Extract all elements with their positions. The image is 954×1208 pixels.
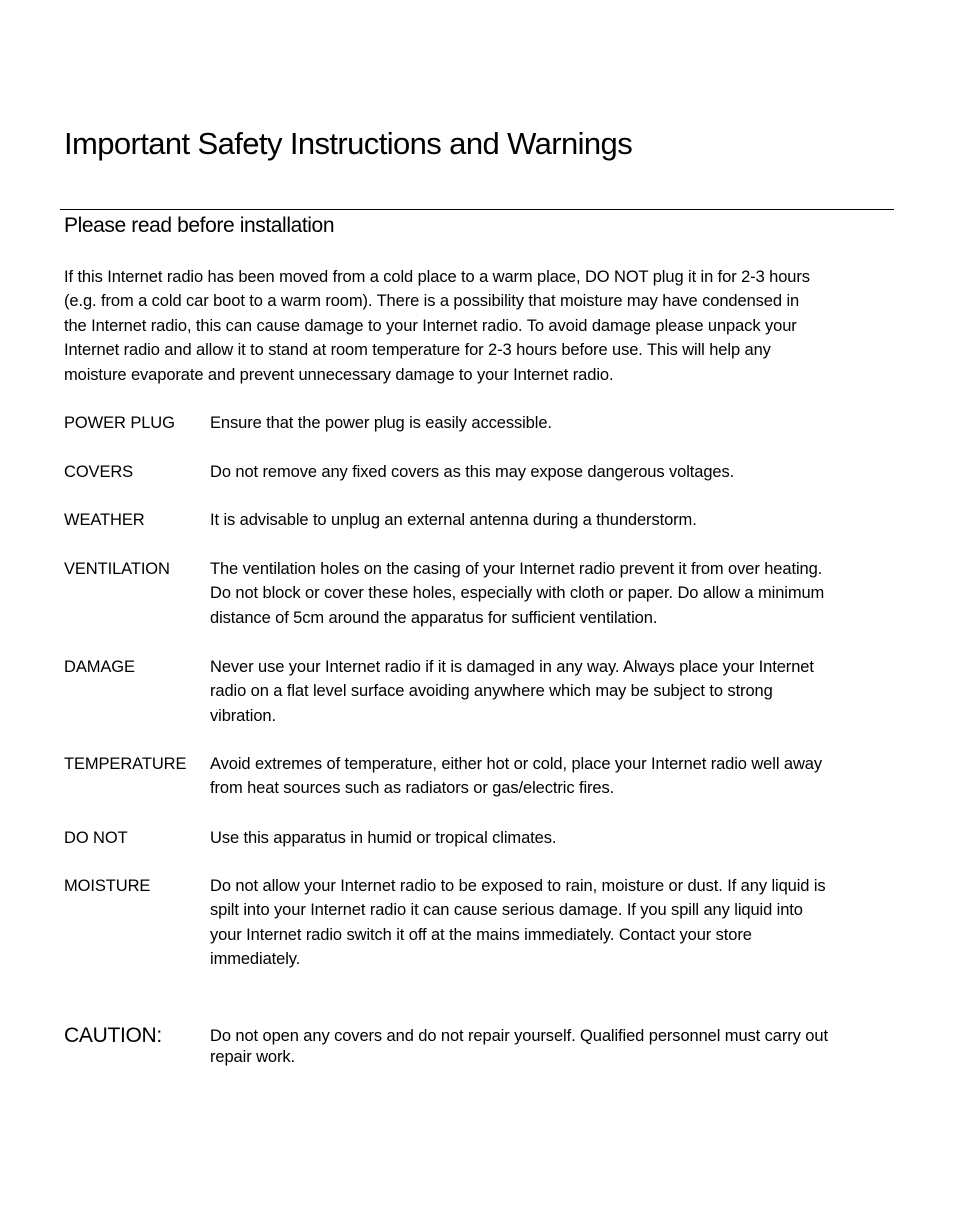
warning-text xyxy=(210,411,900,435)
warning-text xyxy=(210,460,900,484)
warning-line: your Internet radio switch it off at the mains immediately. Contact your store xyxy=(210,925,752,944)
warning-label: WEATHER xyxy=(64,511,145,529)
warning-label: POWER PLUG xyxy=(64,414,175,432)
warning-line: Do not allow your Internet radio to be exposed to rain, moisture or dust. If any liquid is xyxy=(210,877,826,895)
warning-text xyxy=(210,508,900,532)
warning-line: from heat sources such as radiators or gas/electric fires. xyxy=(210,779,615,798)
warning-line: The ventilation holes on the casing of your Internet radio prevent it from over heating. xyxy=(210,560,823,578)
warning-text xyxy=(210,826,900,850)
warning-line: vibration. xyxy=(210,706,276,725)
warning-line: radio on a flat level surface avoiding anywhere which may be subject to strong xyxy=(210,682,773,701)
section-heading: Please read before installation xyxy=(64,214,335,237)
intro-line: Internet radio and allow it to stand at room temperature for 2-3 hours before use. This will help any xyxy=(64,341,771,360)
caution-line: repair work. xyxy=(210,1048,295,1066)
warning-line: Do not block or cover these holes, especially with cloth or paper. Do allow a minimum xyxy=(210,584,825,603)
warning-line: distance of 5cm around the apparatus for sufficient ventilation. xyxy=(210,608,658,627)
warning-label: VENTILATION xyxy=(64,560,170,578)
caution-label: CAUTION: xyxy=(64,1024,162,1047)
page-title: Important Safety Instructions and Warnings xyxy=(64,126,633,161)
warning-label: DO NOT xyxy=(64,829,128,847)
caution-line: Do not open any covers and do not repair yourself. Qualified personnel must carry out xyxy=(210,1027,828,1045)
warning-label: MOISTURE xyxy=(64,877,151,895)
warning-line: Ensure that the power plug is easily accessible. xyxy=(210,414,552,432)
warning-line: Never use your Internet radio if it is damaged in any way. Always place your Internet xyxy=(210,658,814,676)
warning-line: Do not remove any fixed covers as this may expose dangerous voltages. xyxy=(210,463,735,481)
warning-text xyxy=(210,557,900,630)
intro-paragraph xyxy=(64,265,894,387)
intro-line: If this Internet radio has been moved from a cold place to a warm place, DO NOT plug it in for 2-3 hours xyxy=(64,268,810,286)
warning-label: DAMAGE xyxy=(64,658,135,676)
warning-line: immediately. xyxy=(210,950,301,969)
intro-line: (e.g. from a cold car boot to a warm room). There is a possibility that moisture may have condensed in xyxy=(64,292,800,311)
caution-text xyxy=(210,1026,900,1068)
warning-text xyxy=(210,655,900,728)
intro-line: moisture evaporate and prevent unnecessary damage to your Internet radio. xyxy=(64,365,614,384)
intro-line: the Internet radio, this can cause damage to your Internet radio. To avoid damage please unpack your xyxy=(64,316,797,335)
warning-label: TEMPERATURE xyxy=(64,755,187,773)
warning-line: Use this apparatus in humid or tropical climates. xyxy=(210,829,557,847)
warning-line: It is advisable to unplug an external antenna during a thunderstorm. xyxy=(210,511,697,529)
warning-line: Avoid extremes of temperature, either hot or cold, place your Internet radio well away xyxy=(210,755,822,773)
warning-label: COVERS xyxy=(64,463,134,481)
warning-text xyxy=(210,752,900,801)
warning-text xyxy=(210,874,900,972)
warning-line: spilt into your Internet radio it can cause serious damage. If you spill any liquid into xyxy=(210,901,803,920)
section-divider xyxy=(60,209,894,210)
